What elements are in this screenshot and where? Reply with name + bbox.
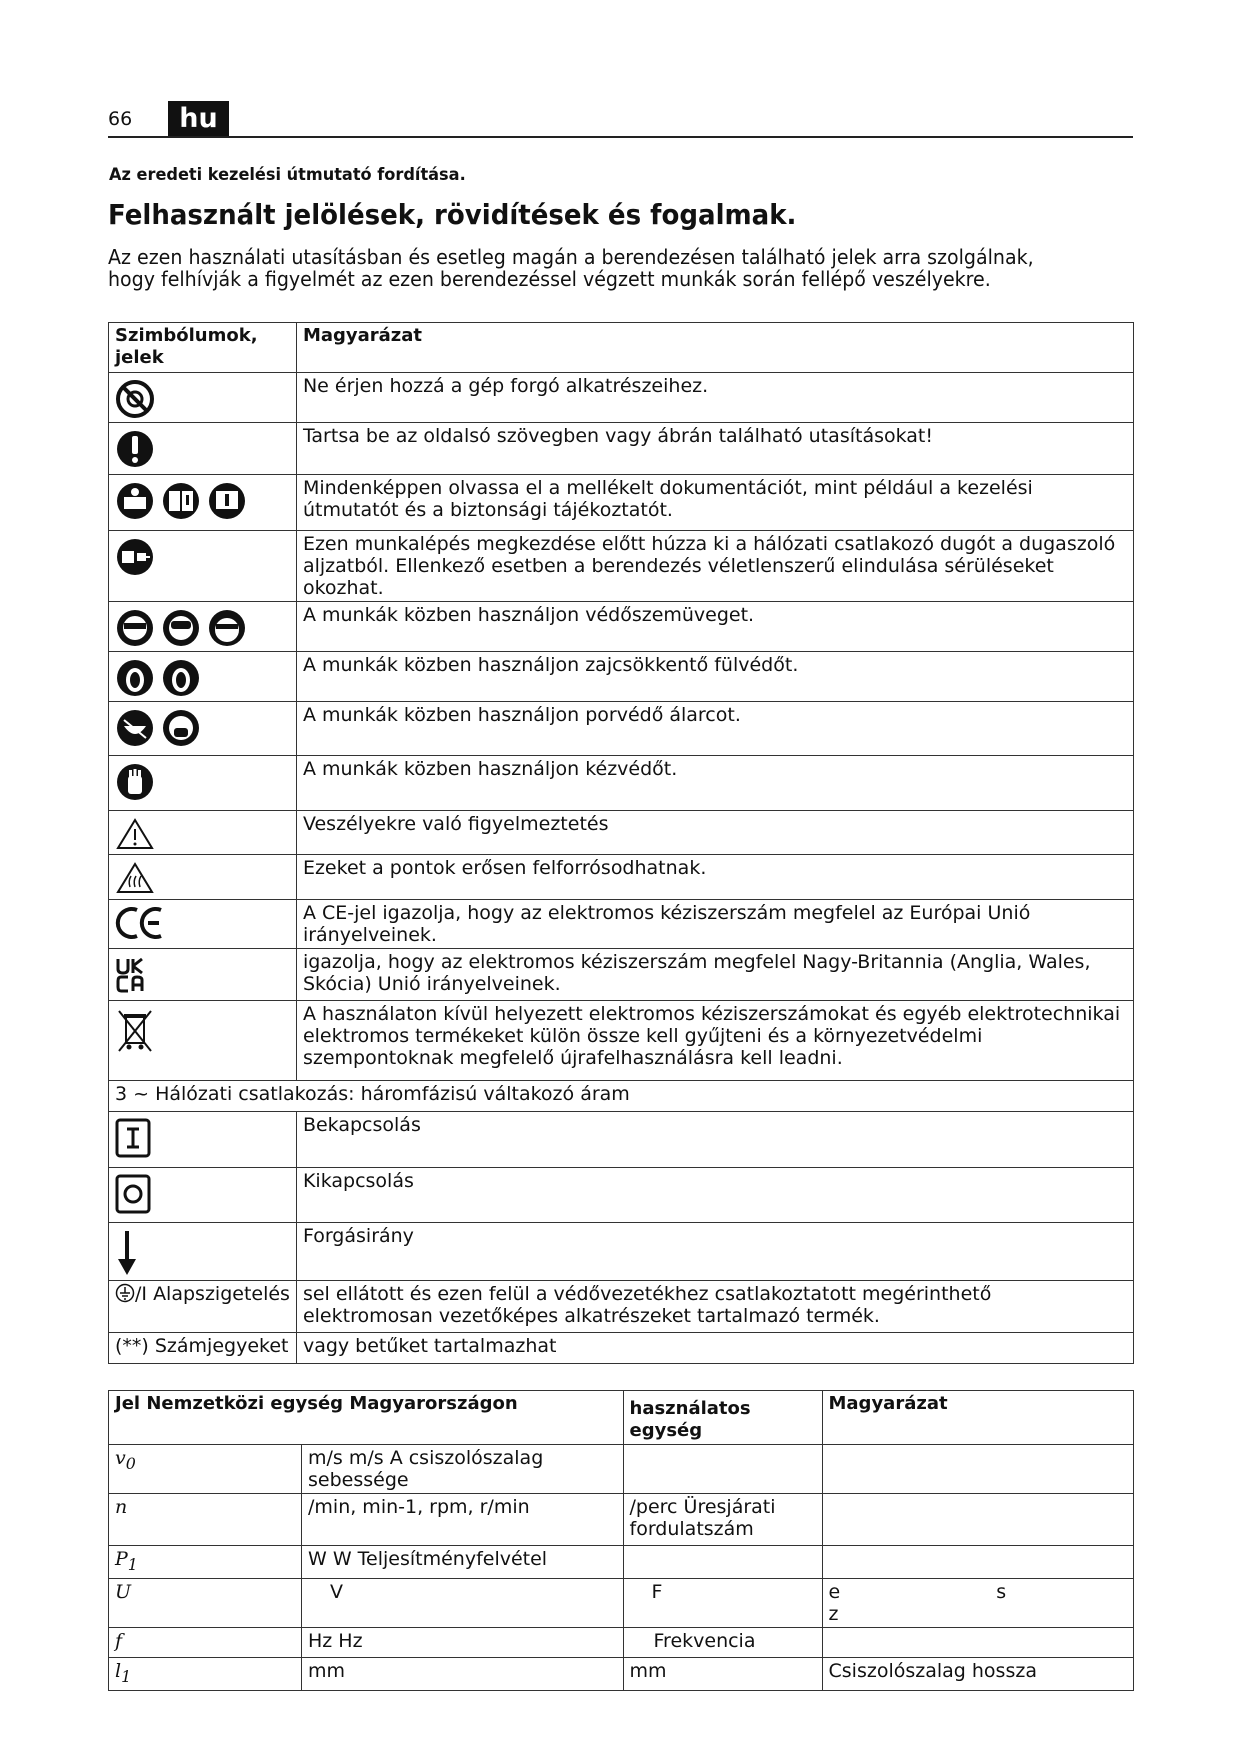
symbol-row bbox=[109, 811, 1134, 855]
explanation-header: Magyarázat bbox=[296, 323, 1133, 373]
unit-symbol: U bbox=[109, 1578, 302, 1627]
symbol-row bbox=[109, 702, 1134, 756]
intro-paragraph: Az ezen használati utasításban és esetleg magán a berendezésen található jelek arra szolgálnak, hogy felhívják a figyelmét az ezen berendezéssel végzett munkák során fellépő veszélyekre. bbox=[108, 245, 1034, 291]
unit-explanation: Csiszolószalag hossza bbox=[822, 1657, 1134, 1690]
symbol-explanation: A CE-jel igazolja, hogy az elektromos kéziszerszám megfelel az Európai Unió irányelveinek. bbox=[296, 900, 1133, 949]
symbol-explanation: Kikapcsolás bbox=[296, 1168, 1133, 1223]
symbol-explanation: Ezen munkalépés megkezdése előtt húzza ki a hálózati csatlakozó dugót a dugaszoló aljzatból. Ellenkező esetben a berendezés véletlenszerű elindulása sérüléseket okozhat. bbox=[296, 531, 1133, 602]
unit-intl: W W Teljesítményfelvétel bbox=[302, 1546, 624, 1579]
symbol-row bbox=[109, 756, 1134, 811]
language-badge: hu bbox=[168, 101, 229, 137]
symbol-row bbox=[109, 1223, 1134, 1281]
symbol-explanation: A munkák közben használjon védőszemüveget. bbox=[296, 602, 1133, 652]
unplug-icon bbox=[115, 537, 155, 577]
unit-symbol: f bbox=[109, 1627, 302, 1657]
unit-symbol: $v_0$ bbox=[109, 1445, 302, 1494]
symbols-header: Szimbólumok, jelek bbox=[109, 323, 297, 373]
respirator-icon bbox=[161, 708, 201, 748]
exclamation-icon bbox=[115, 429, 155, 469]
protection-class-text: sel ellátott és ezen felül a védővezetékhez csatlakoztatott megérinthető elektromosan vezetőképes alkatrészeket tartalmazó termék. bbox=[296, 1281, 1133, 1333]
unit-explanation: e s z bbox=[822, 1578, 1134, 1627]
symbol-row bbox=[109, 855, 1134, 900]
symbol-row bbox=[109, 475, 1134, 531]
read-manual-icon bbox=[115, 481, 155, 521]
safety-glasses-icon bbox=[115, 608, 155, 648]
unit-local: Frekvencia bbox=[623, 1627, 822, 1657]
symbol-explanation: Forgásirány bbox=[296, 1223, 1133, 1281]
weee-bin-icon bbox=[115, 1007, 155, 1055]
unit-local: mm bbox=[623, 1657, 822, 1690]
units-row bbox=[109, 1494, 1134, 1546]
unit-symbol: $P_1$ bbox=[109, 1546, 302, 1579]
page-title: Felhasznált jelölések, rövidítések és fogalmak. bbox=[108, 198, 797, 231]
protective-earth-icon bbox=[115, 1283, 135, 1303]
symbol-explanation: Ezeket a pontok erősen felforrósodhatnak. bbox=[296, 855, 1133, 900]
ear-protection-2-icon bbox=[161, 658, 201, 698]
symbol-row bbox=[109, 900, 1134, 949]
symbol-row bbox=[109, 531, 1134, 602]
manual-info-icon bbox=[207, 481, 247, 521]
translation-note: Az eredeti kezelési útmutató fordítása. bbox=[109, 165, 466, 185]
units-row bbox=[109, 1546, 1134, 1579]
symbol-row bbox=[109, 602, 1134, 652]
symbol-row bbox=[109, 423, 1134, 475]
protection-class-label: Alapszigetelés bbox=[153, 1283, 290, 1305]
manual-book-icon bbox=[161, 481, 201, 521]
units-header-local: használatos egység bbox=[623, 1391, 822, 1445]
ukca-mark-icon bbox=[115, 955, 155, 995]
protection-class-symbol: /I bbox=[135, 1283, 148, 1305]
power-off-icon bbox=[115, 1174, 151, 1214]
symbol-explanation: Veszélyekre való figyelmeztetés bbox=[296, 811, 1133, 855]
symbol-row bbox=[109, 1168, 1134, 1223]
symbol-explanation: A munkák közben használjon zajcsökkentő fülvédőt. bbox=[296, 652, 1133, 702]
unit-intl: Hz Hz bbox=[302, 1627, 624, 1657]
unit-explanation bbox=[822, 1445, 1134, 1494]
footnote-left: (**) Számjegyeket bbox=[109, 1333, 297, 1364]
symbol-explanation: A használaton kívül helyezett elektromos kéziszerszámokat és egyéb elektrotechnikai elektromos termékeket külön össze kell gyűjteni és a környezetvédelmi szempontoknak megfelelő újrafelhasználásra kell leadni. bbox=[296, 1001, 1133, 1081]
units-row bbox=[109, 1657, 1134, 1690]
symbol-row bbox=[109, 949, 1134, 1001]
rotation-direction-arrow-icon bbox=[115, 1229, 139, 1277]
symbol-explanation: Mindenképpen olvassa el a mellékelt dokumentációt, mint például a kezelési útmutatót és a biztonsági tájékoztatót. bbox=[296, 475, 1133, 531]
symbol-explanation: Bekapcsolás bbox=[296, 1112, 1133, 1168]
page-number: 66 bbox=[108, 108, 133, 130]
ce-mark-icon bbox=[115, 906, 167, 940]
header-divider bbox=[108, 136, 1133, 138]
unit-symbol: $l_1$ bbox=[109, 1657, 302, 1690]
hot-surface-icon bbox=[115, 861, 155, 895]
unit-local bbox=[623, 1445, 822, 1494]
warning-triangle-icon bbox=[115, 817, 155, 851]
unit-local: F bbox=[623, 1578, 822, 1627]
goggles-icon bbox=[207, 608, 247, 648]
unit-local: /perc Üresjárati fordulatszám bbox=[623, 1494, 822, 1546]
gloves-icon bbox=[115, 762, 155, 802]
unit-intl: mm bbox=[302, 1657, 624, 1690]
units-row bbox=[109, 1445, 1134, 1494]
symbol-row bbox=[109, 652, 1134, 702]
no-touch-rotating-parts-icon bbox=[115, 379, 155, 419]
symbol-explanation: A munkák közben használjon kézvédőt. bbox=[296, 756, 1133, 811]
unit-local bbox=[623, 1546, 822, 1579]
symbol-explanation: igazolja, hogy az elektromos kéziszerszám megfelel Nagy-Britannia (Anglia, Wales, Skócia) Unió irányelveinek. bbox=[296, 949, 1133, 1001]
units-row bbox=[109, 1627, 1134, 1657]
protection-class-cell bbox=[109, 1281, 297, 1333]
three-phase-row: 3 ~ Hálózati csatlakozás: háromfázisú váltakozó áram bbox=[109, 1081, 1134, 1112]
footnote-right: vagy betűket tartalmazhat bbox=[296, 1333, 1133, 1364]
unit-intl: /min, min-1, rpm, r/min bbox=[302, 1494, 624, 1546]
symbol-row bbox=[109, 1112, 1134, 1168]
symbol-row bbox=[109, 1001, 1134, 1081]
dust-mask-icon bbox=[115, 708, 155, 748]
unit-intl: m/s m/s A csiszolószalag sebessége bbox=[302, 1445, 624, 1494]
symbol-explanation: A munkák közben használjon porvédő álarcot. bbox=[296, 702, 1133, 756]
units-row bbox=[109, 1578, 1134, 1627]
unit-symbol: n bbox=[109, 1494, 302, 1546]
symbol-row bbox=[109, 373, 1134, 423]
ear-protection-icon bbox=[115, 658, 155, 698]
units-header-symbol-intl: Jel Nemzetközi egység Magyarországon bbox=[109, 1391, 624, 1445]
unit-explanation bbox=[822, 1546, 1134, 1579]
face-shield-icon bbox=[161, 608, 201, 648]
units-table bbox=[108, 1390, 1134, 1691]
symbol-explanation: Ne érjen hozzá a gép forgó alkatrészeihez. bbox=[296, 373, 1133, 423]
units-header-explanation: Magyarázat bbox=[822, 1391, 1134, 1445]
power-on-icon bbox=[115, 1118, 151, 1158]
unit-explanation bbox=[822, 1494, 1134, 1546]
symbol-explanation: Tartsa be az oldalsó szövegben vagy ábrán található utasításokat! bbox=[296, 423, 1133, 475]
unit-intl: V bbox=[302, 1578, 624, 1627]
symbols-table bbox=[108, 322, 1134, 1364]
unit-explanation bbox=[822, 1627, 1134, 1657]
